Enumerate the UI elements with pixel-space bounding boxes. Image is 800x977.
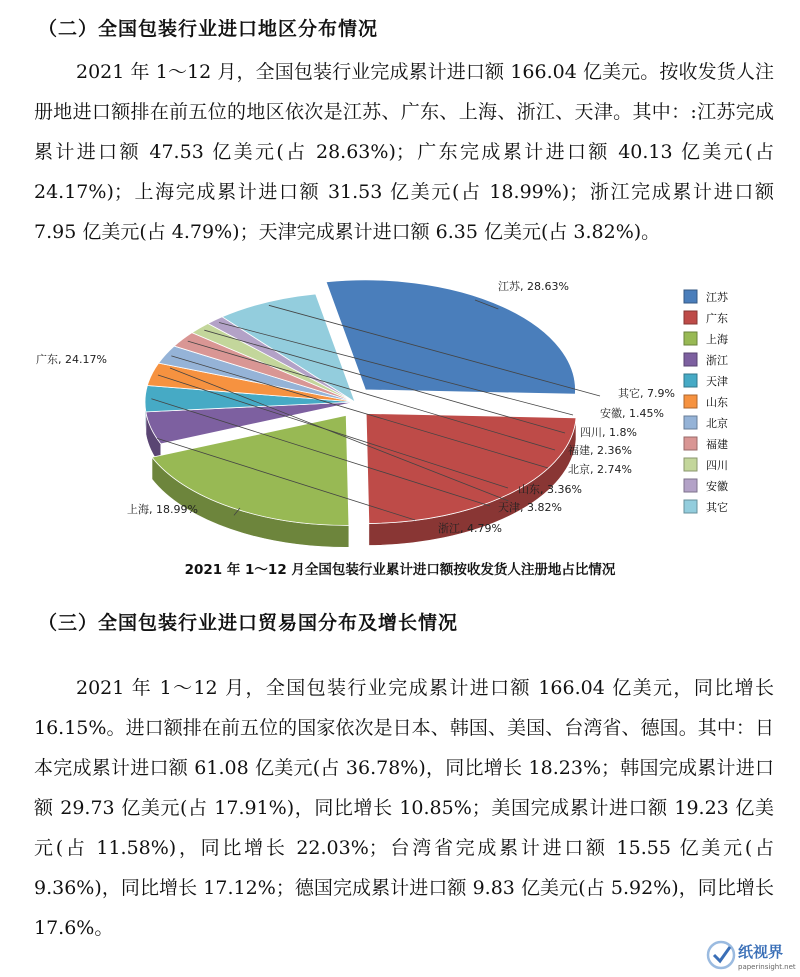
pie-slice-江苏 — [326, 280, 575, 394]
legend-label-安徽: 安徽 — [706, 480, 728, 493]
legend-swatch-天津 — [684, 374, 697, 387]
legend-label-山东: 山东 — [706, 396, 728, 409]
legend-label-北京: 北京 — [706, 417, 728, 430]
legend-label-上海: 上海 — [706, 333, 728, 346]
legend-swatch-江苏 — [684, 290, 697, 303]
legend-label-广东: 广东 — [706, 312, 728, 325]
section3-paragraph: 2021 年 1～12 月，全国包装行业完成累计进口额 166.04 亿美元，同比增长 16.15%。进口额排在前五位的国家依次是日本、韩国、美国、台湾省、德国。其中：日本完成累计进口额 61.08 亿美元(占 36.78%)，同比增长 18.23%；韩国完成累计进口额 29.73 亿美元(占 17.91%)，同比增长 10.85%；美国完成累计进口额 19.23 亿美元(占 11.58%)，同比增长 22.03%；台湾省完成累计进口额 15.55 亿美元(占 9.36%)，同比增长 17.12%；德国完成累计进口额 9.83 亿美元(占 5.92%)，同比增长 17.6%。 — [34, 677, 774, 939]
watermark-circle-icon — [708, 942, 734, 968]
data-label-浙江: 浙江, 4.79% — [438, 522, 502, 535]
legend-swatch-山东 — [684, 395, 697, 408]
data-label-山东: 山东, 3.36% — [518, 483, 582, 496]
pie-chart — [20, 270, 780, 550]
section2-paragraph: 2021 年 1～12 月，全国包装行业完成累计进口额 166.04 亿美元。按收发货人注册地进口额排在前五位的地区依次是江苏、广东、上海、浙江、天津。其中：:江苏完成累计进口额 47.53 亿美元(占 28.63%)；广东完成累计进口额 40.13 亿美元(占 24.17%)；上海完成累计进口额 31.53 亿美元(占 18.99%)；浙江完成累计进口额 7.95 亿美元(占 4.79%)；天津完成累计进口额 6.35 亿美元(占 3.82%)。 — [34, 61, 774, 243]
section2-heading: （二）全国包装行业进口地区分布情况 — [38, 18, 379, 40]
legend-swatch-安徽 — [684, 479, 697, 492]
legend-swatch-四川 — [684, 458, 697, 471]
legend-label-江苏: 江苏 — [706, 291, 728, 304]
watermark-name: 纸视界 — [738, 943, 784, 961]
data-label-上海: 上海, 18.99% — [127, 503, 198, 516]
legend-swatch-上海 — [684, 332, 697, 345]
data-label-四川: 四川, 1.8% — [580, 426, 637, 439]
legend-label-福建: 福建 — [706, 438, 728, 451]
pie-chart-svg — [20, 270, 780, 550]
data-label-天津: 天津, 3.82% — [498, 501, 562, 514]
data-label-其它: 其它, 7.9% — [618, 387, 675, 400]
data-label-福建: 福建, 2.36% — [568, 444, 632, 457]
legend-swatch-福建 — [684, 437, 697, 450]
legend-swatch-北京 — [684, 416, 697, 429]
data-label-北京: 北京, 2.74% — [568, 463, 632, 476]
legend-label-天津: 天津 — [706, 375, 728, 388]
legend-label-浙江: 浙江 — [706, 354, 728, 367]
data-label-江苏: 江苏, 28.63% — [498, 280, 569, 293]
data-label-安徽: 安徽, 1.45% — [600, 407, 664, 420]
legend-swatch-浙江 — [684, 353, 697, 366]
legend-swatch-广东 — [684, 311, 697, 324]
section3-heading: （三）全国包装行业进口贸易国分布及增长情况 — [38, 612, 459, 634]
data-label-广东: 广东, 24.17% — [36, 353, 107, 366]
chart-caption: 2021 年 1～12 月全国包装行业累计进口额按收发货人注册地占比情况 — [184, 562, 616, 578]
watermark-logo — [706, 936, 796, 974]
legend-label-四川: 四川 — [706, 459, 728, 472]
watermark-check-icon — [714, 947, 730, 961]
legend-swatch-其它 — [684, 500, 697, 513]
watermark-url: paperinsight.net — [738, 963, 796, 971]
legend-label-其它: 其它 — [706, 501, 728, 514]
